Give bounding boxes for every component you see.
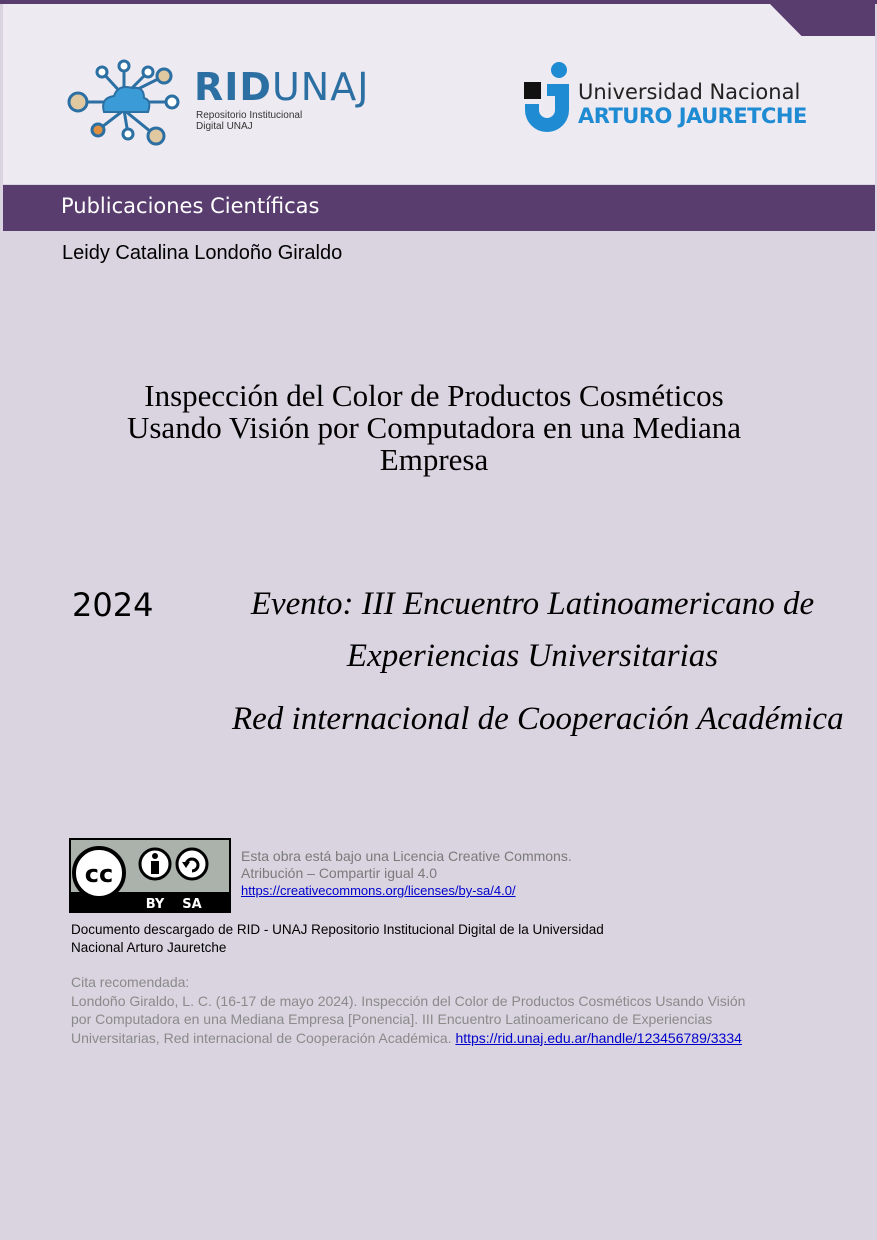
event-line1: Evento: III Encuentro Latinoamericano de [250, 586, 815, 622]
sa-label: SA [182, 897, 202, 912]
rid-network-cloud-icon [64, 58, 184, 148]
license-line1: Esta obra está bajo una Licencia Creative Commons. [241, 848, 572, 864]
rid-wordmark-light: UNAJ [271, 65, 370, 109]
cc-by-sa-badge[interactable] [69, 838, 231, 913]
share-alike-icon [177, 849, 207, 879]
document-title [60, 380, 808, 476]
recommended-citation [71, 973, 801, 1047]
citation-line1: Londoño Giraldo, L. C. (16-17 de mayo 2024). Inspección del Color de Productos Cosméticos Usando Visión [71, 992, 746, 1009]
citation-link[interactable]: https://rid.unaj.edu.ar/handle/123456789/3334 [455, 1029, 742, 1046]
university-name-line1: Universidad Nacional [578, 80, 801, 104]
download-notice-line2: Nacional Arturo Jauretche [71, 940, 227, 955]
university-name-line2: ARTURO JAURETCHE [578, 104, 807, 128]
rid-subtitle-line1: Repositorio Institucional [196, 110, 303, 121]
publications-band-label: Publicaciones Científicas [61, 194, 320, 218]
download-notice-line1: Documento descargado de RID - UNAJ Repositorio Institucional Digital de la Universidad [71, 922, 604, 937]
by-label: BY [145, 897, 165, 912]
title-line1: Inspección del Color de Productos Cosméticos [144, 378, 724, 413]
rid-wordmark-strong: RID [194, 65, 272, 109]
citation-line3: Universitarias, Red internacional de Cooperación Académica. [71, 1029, 452, 1046]
license-text [241, 848, 572, 899]
event-name [240, 578, 825, 682]
cc-symbol-text: cc [84, 860, 114, 888]
author-name: Leidy Catalina Londoño Giraldo [62, 242, 343, 264]
license-link[interactable]: https://creativecommons.org/licenses/by-sa/4.0/ [241, 883, 516, 898]
download-notice [71, 921, 691, 957]
citation-line2: por Computadora en una Mediana Empresa [Ponencia]. III Encuentro Latinoamericano de Experiencias [71, 1011, 713, 1027]
publication-year: 2024 [72, 586, 154, 624]
title-line2: Usando Visión por Computadora en una Mediana [126, 410, 741, 445]
rid-subtitle [196, 110, 302, 132]
unaj-logo-icon [521, 60, 573, 134]
event-line2: Experiencias Universitarias [346, 638, 719, 674]
title-line3: Empresa [379, 442, 489, 477]
citation-label: Cita recomendada: [71, 974, 190, 990]
rid-unaj-wordmark [194, 65, 370, 109]
rid-subtitle-line2: Digital UNAJ [196, 121, 253, 132]
license-line2: Atribución – Compartir igual 4.0 [241, 865, 438, 881]
network-name: Red internacional de Cooperación Académica [232, 701, 844, 737]
